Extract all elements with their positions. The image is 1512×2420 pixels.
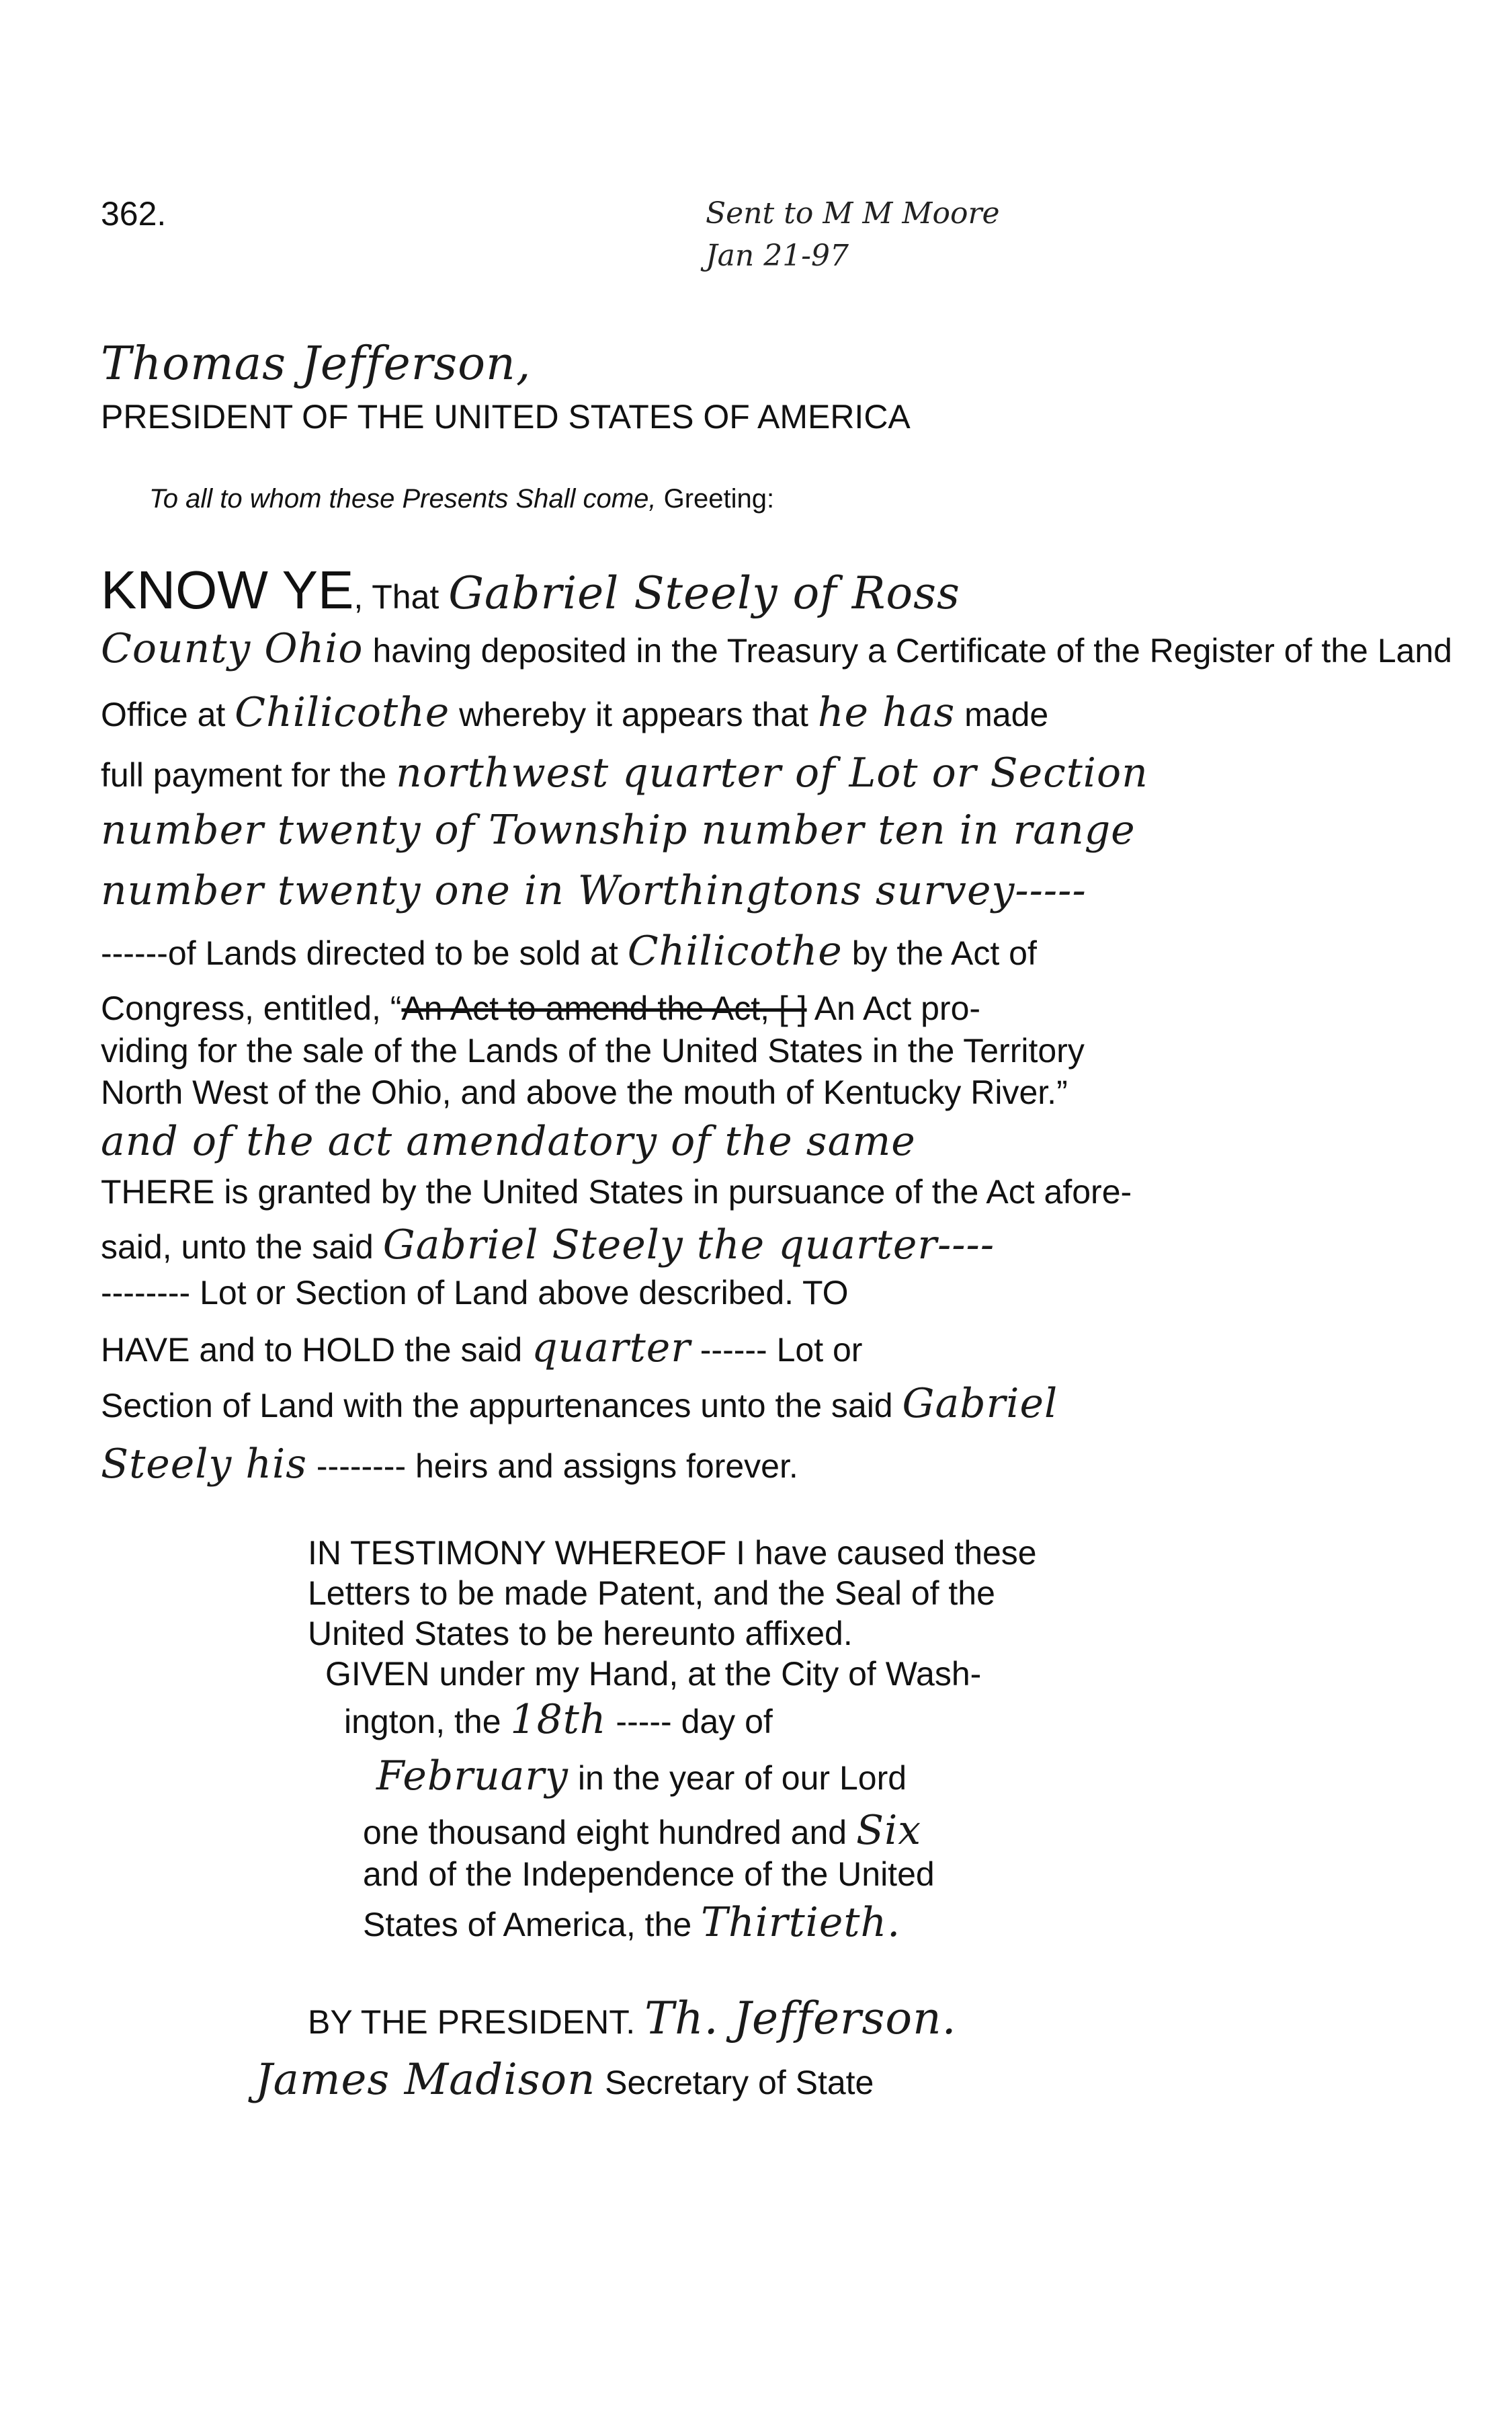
by-the-president-text: BY THE PRESIDENT.: [308, 2003, 645, 2041]
secretary-line: [255, 2055, 874, 2105]
document-number: 362.: [101, 195, 167, 233]
testimony-line-7: [363, 1807, 922, 1854]
land-desc-3: number twenty one in Worthingtons survey-----: [101, 867, 1087, 914]
testimony-line-8: and of the Independence of the United: [363, 1855, 935, 1893]
know-ye-heading: KNOW YE: [101, 560, 354, 620]
body-text-8a: ------of Lands directed to be sold at: [101, 934, 628, 972]
testimony-text-9a: States of America, the: [363, 1906, 702, 1943]
body-text-3a: Office at: [101, 696, 235, 733]
body-line-14: [101, 1221, 995, 1268]
body-line-10: viding for the sale of the Lands of the United States in the Territory: [101, 1032, 1085, 1070]
grantee-name-2: County Ohio: [101, 625, 364, 672]
testimony-line-4: GIVEN under my Hand, at the City of Wash-: [325, 1655, 982, 1693]
sold-place: Chilicothe: [627, 928, 843, 975]
body-text-14a: said, unto the said: [101, 1228, 383, 1266]
quarter-word: quarter: [532, 1324, 691, 1371]
body-text-4a: full payment for the: [101, 756, 396, 794]
greeting-line: [149, 485, 774, 512]
grantee-first-name: Gabriel: [902, 1380, 1058, 1427]
body-line-9: [101, 992, 980, 1025]
testimony-text-5b: ----- day of: [606, 1703, 773, 1740]
body-text-2: having deposited in the Treasury a Certificate of the Register of the Land: [363, 632, 1452, 670]
body-line-3: [101, 689, 1049, 736]
amendatory-note: and of the act amendatory of the same: [101, 1118, 916, 1165]
body-text-16b: ------ Lot or: [690, 1331, 863, 1369]
body-line-11: North West of the Ohio, and above the mouth of Kentucky River.”: [101, 1074, 1068, 1111]
body-line-18: [101, 1441, 798, 1488]
body-text-16a: HAVE and to HOLD the said: [101, 1331, 532, 1369]
by-the-president-line: [308, 1992, 957, 2044]
grantee-surname: Steely his: [101, 1441, 308, 1488]
president-signature-header: Thomas Jefferson,: [101, 337, 532, 391]
independence-ordinal: Thirtieth.: [701, 1899, 901, 1946]
testimony-line-2: Letters to be made Patent, and the Seal of the: [308, 1574, 995, 1612]
testimony-line-5: [344, 1696, 773, 1743]
greeting-word: Greeting:: [663, 484, 775, 514]
given-year: Six: [855, 1807, 922, 1854]
body-text-17a: Section of Land with the appurtenances unto the said: [101, 1387, 902, 1424]
body-line-13: THERE is granted by the United States in pursuance of the Act afore-: [101, 1173, 1132, 1211]
struck-text: An Act to amend the Act, [ ]: [401, 990, 807, 1027]
body-line-2: [101, 625, 1452, 672]
body-text-3c: made: [955, 696, 1049, 733]
testimony-text-6b: in the year of our Lord: [568, 1759, 907, 1797]
secretary-signature: James Madison: [255, 2055, 596, 2105]
that-text: , That: [353, 578, 449, 616]
testimony-text-7a: one thousand eight hundred and: [363, 1814, 856, 1851]
body-line-17: [101, 1380, 1058, 1427]
president-title: PRESIDENT OF THE UNITED STATES OF AMERICA: [101, 398, 911, 436]
given-month: February: [376, 1752, 569, 1800]
grantee-quarter: Gabriel Steely the quarter----: [382, 1221, 995, 1268]
body-text-18b: -------- heirs and assigns forever.: [307, 1447, 798, 1485]
testimony-line-1: IN TESTIMONY WHEREOF I have caused these: [308, 1534, 1037, 1572]
body-text-8b: by the Act of: [842, 934, 1037, 972]
body-text-3b: whereby it appears that: [450, 696, 818, 733]
body-line-8: [101, 928, 1037, 975]
secretary-title: Secretary of State: [595, 2064, 874, 2101]
handwritten-note-line2: Jan 21-97: [706, 239, 849, 273]
body-line-15: -------- Lot or Section of Land above described. TO: [101, 1274, 849, 1312]
office-place: Chilicothe: [235, 689, 450, 736]
body-line-16: [101, 1324, 863, 1371]
testimony-text-5a: ington, the: [344, 1703, 511, 1740]
testimony-line-9: [363, 1899, 901, 1946]
testimony-line-6: [376, 1752, 907, 1800]
he-has: he has: [817, 689, 956, 736]
body-text-9a: Congress, entitled, “: [101, 990, 402, 1027]
greeting-italic: To all to whom these Presents Shall come,: [149, 484, 657, 514]
land-desc-2: number twenty of Township number ten in range: [101, 807, 1136, 854]
body-line-4: [101, 750, 1148, 797]
land-desc-1: northwest quarter of Lot or Section: [396, 750, 1148, 797]
given-day: 18th: [510, 1696, 607, 1743]
body-text-9b: An Act pro-: [806, 990, 981, 1027]
know-ye-line: [101, 560, 960, 620]
testimony-line-3: United States to be hereunto affixed.: [308, 1615, 853, 1652]
president-signature: Th. Jefferson.: [644, 1992, 957, 2044]
grantee-name-1: Gabriel Steely of Ross: [448, 567, 960, 619]
handwritten-note-line1: Sent to M M Moore: [706, 196, 1000, 231]
